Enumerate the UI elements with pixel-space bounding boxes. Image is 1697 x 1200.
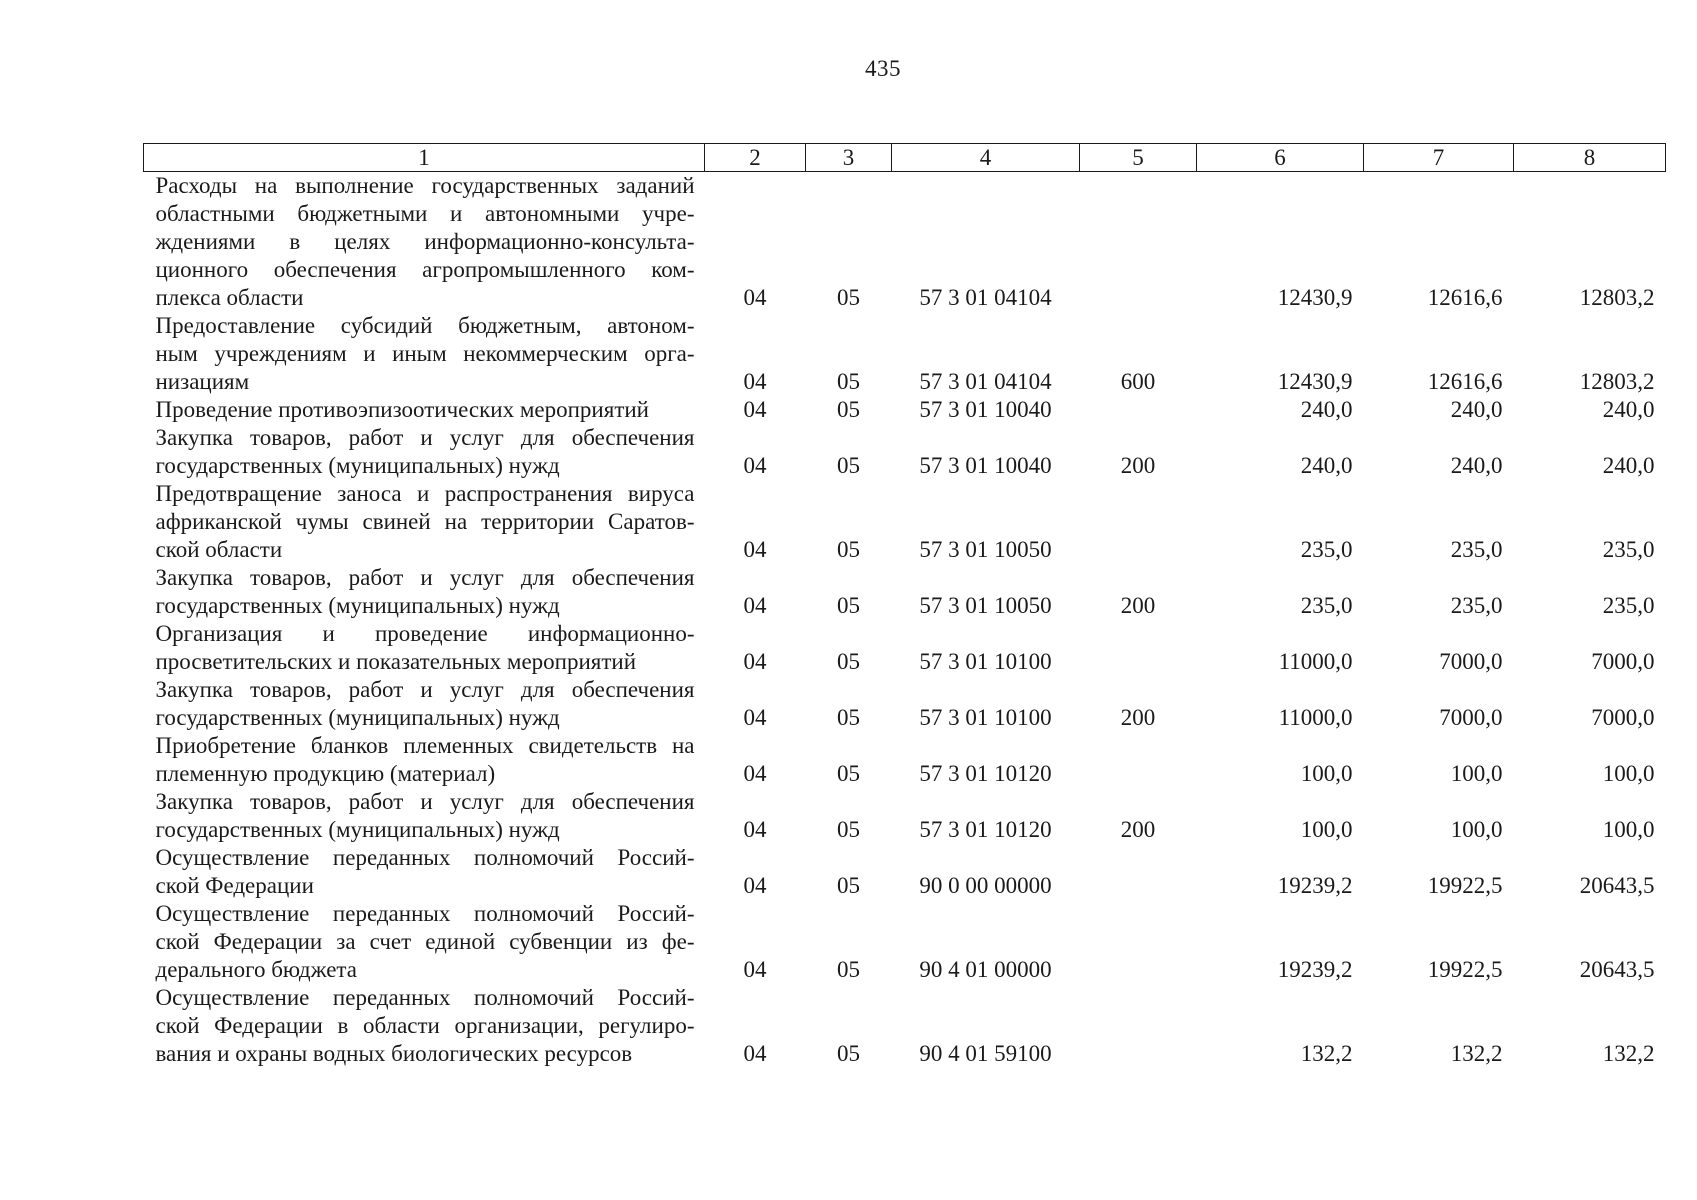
expense-name-line: Проведение противоэпизоотических мероприятий	[155, 397, 649, 422]
expense-name-line: ным учреждениям и иным некоммерческим орга-	[155, 341, 695, 366]
section-code: 04	[743, 593, 767, 618]
expense-name-line: племенную продукцию (материал)	[155, 761, 496, 786]
expense-name	[144, 480, 705, 564]
expense-name-line: Предотвращение заноса и распространения вируса	[155, 481, 695, 506]
expense-name-line: плекса области	[155, 285, 304, 310]
table-row	[144, 984, 1666, 1068]
section-code: 04	[743, 817, 767, 842]
subsection-code: 05	[837, 285, 860, 310]
target-article-code: 90 0 00 00000	[919, 873, 1052, 898]
expense-name-line: африканской чумы свиней на территории Саратов-	[155, 509, 695, 534]
section-code: 04	[743, 873, 767, 898]
section-code: 04	[743, 285, 767, 310]
expense-type-code	[1080, 984, 1197, 1068]
amount-col-7: 12616,6	[1427, 369, 1503, 394]
header-col-5: 5	[1080, 144, 1197, 172]
expense-type-code: 200	[1120, 705, 1156, 730]
subsection-code: 05	[837, 1041, 860, 1066]
expense-name-line: областными бюджетными и автономными учре-	[155, 201, 695, 226]
budget-table	[143, 143, 1666, 1068]
amount-col-6: 12430,9	[1277, 369, 1353, 394]
table-row	[144, 844, 1666, 900]
subsection-code: 05	[837, 453, 860, 478]
target-article-code: 90 4 01 00000	[919, 957, 1052, 982]
expense-name-line: Осуществление переданных полномочий Россий-	[155, 901, 695, 926]
expense-name	[144, 172, 705, 313]
amount-col-8: 235,0	[1602, 593, 1655, 618]
table-body	[144, 172, 1666, 1069]
amount-col-6: 235,0	[1300, 593, 1353, 618]
expense-name-line: ской области	[155, 537, 283, 562]
amount-col-8: 12803,2	[1579, 369, 1655, 394]
amount-col-7: 100,0	[1450, 817, 1503, 842]
table-row	[144, 732, 1666, 788]
section-code: 04	[743, 537, 767, 562]
amount-col-7: 100,0	[1450, 761, 1503, 786]
expense-name-line: Организация и проведение информационно-	[155, 621, 695, 646]
expense-type-code	[1080, 732, 1197, 788]
subsection-code: 05	[837, 649, 860, 674]
header-col-2: 2	[705, 144, 806, 172]
amount-col-8: 7000,0	[1591, 705, 1655, 730]
amount-col-6: 11000,0	[1278, 649, 1353, 674]
table-row	[144, 676, 1666, 732]
header-col-6: 6	[1197, 144, 1364, 172]
section-code: 04	[743, 649, 767, 674]
expense-type-code	[1080, 480, 1197, 564]
amount-col-7: 235,0	[1450, 537, 1503, 562]
expense-name-line: Закупка товаров, работ и услуг для обеспечения	[155, 789, 695, 814]
expense-name-line: государственных (муниципальных) нужд	[155, 817, 560, 842]
expense-name-line: Закупка товаров, работ и услуг для обеспечения	[155, 677, 695, 702]
expense-name-line: Приобретение бланков племенных свидетельств на	[155, 733, 695, 758]
amount-col-6: 19239,2	[1277, 873, 1353, 898]
section-code: 04	[743, 705, 767, 730]
amount-col-6: 240,0	[1300, 453, 1353, 478]
section-code: 04	[743, 957, 767, 982]
amount-col-6: 12430,9	[1277, 285, 1353, 310]
expense-name-line: вания и охраны водных биологических ресурсов	[155, 1041, 633, 1066]
table-row	[144, 312, 1666, 396]
expense-name	[144, 844, 705, 900]
header-col-1: 1	[144, 144, 705, 172]
amount-col-6: 132,2	[1300, 1041, 1353, 1066]
section-code: 04	[743, 397, 767, 422]
subsection-code: 05	[837, 761, 860, 786]
expense-type-code: 200	[1120, 817, 1156, 842]
header-col-7: 7	[1364, 144, 1514, 172]
table-row	[144, 396, 1666, 424]
amount-col-8: 100,0	[1602, 761, 1655, 786]
target-article-code: 57 3 01 10100	[919, 705, 1052, 730]
expense-name-line: государственных (муниципальных) нужд	[155, 593, 560, 618]
amount-col-8: 100,0	[1602, 817, 1655, 842]
subsection-code: 05	[837, 369, 860, 394]
amount-col-6: 100,0	[1300, 817, 1353, 842]
expense-name	[144, 984, 705, 1068]
header-col-3: 3	[806, 144, 892, 172]
amount-col-7: 19922,5	[1427, 957, 1503, 982]
table-row	[144, 564, 1666, 620]
expense-type-code	[1080, 844, 1197, 900]
amount-col-8: 20643,5	[1579, 957, 1655, 982]
expense-name	[144, 788, 705, 844]
expense-type-code: 600	[1120, 369, 1156, 394]
table-row	[144, 900, 1666, 984]
target-article-code: 90 4 01 59100	[919, 1041, 1052, 1066]
target-article-code: 57 3 01 10120	[919, 817, 1052, 842]
expense-name	[144, 620, 705, 676]
page-number: 435	[865, 56, 901, 81]
expense-type-code	[1080, 396, 1197, 424]
expense-name	[144, 900, 705, 984]
amount-col-8: 240,0	[1602, 397, 1655, 422]
expense-name-line: ской Федерации	[155, 873, 314, 898]
expense-name-line: ской Федерации в области организации, регулиро-	[155, 1013, 695, 1038]
target-article-code: 57 3 01 04104	[919, 369, 1052, 394]
subsection-code: 05	[837, 705, 860, 730]
expense-type-code: 200	[1120, 453, 1156, 478]
expense-name-line: низациям	[155, 369, 250, 394]
amount-col-8: 12803,2	[1579, 285, 1655, 310]
amount-col-7: 12616,6	[1427, 285, 1503, 310]
amount-col-6: 19239,2	[1277, 957, 1353, 982]
subsection-code: 05	[837, 873, 860, 898]
table-row	[144, 620, 1666, 676]
expense-name-line: Осуществление переданных полномочий Россий-	[155, 985, 695, 1010]
expense-name-line: государственных (муниципальных) нужд	[155, 453, 560, 478]
header-row	[144, 144, 1666, 172]
expense-name-line: государственных (муниципальных) нужд	[155, 705, 560, 730]
amount-col-8: 235,0	[1602, 537, 1655, 562]
expense-name	[144, 424, 705, 480]
table-row	[144, 172, 1666, 313]
section-code: 04	[743, 1041, 767, 1066]
amount-col-7: 7000,0	[1439, 705, 1503, 730]
subsection-code: 05	[837, 537, 860, 562]
amount-col-7: 7000,0	[1439, 649, 1503, 674]
table-row	[144, 424, 1666, 480]
amount-col-6: 240,0	[1300, 397, 1353, 422]
expense-name-line: Осуществление переданных полномочий Россий-	[155, 845, 695, 870]
target-article-code: 57 3 01 04104	[919, 285, 1052, 310]
expense-name-line: ской Федерации за счет единой субвенции из фе-	[155, 929, 695, 954]
expense-name	[144, 564, 705, 620]
subsection-code: 05	[837, 397, 860, 422]
subsection-code: 05	[837, 817, 860, 842]
expense-name	[144, 676, 705, 732]
section-code: 04	[743, 761, 767, 786]
expense-name	[144, 312, 705, 396]
header-col-4: 4	[892, 144, 1080, 172]
target-article-code: 57 3 01 10050	[919, 593, 1052, 618]
expense-type-code	[1080, 620, 1197, 676]
expense-name-line: ждениями в целях информационно-консульта-	[155, 229, 695, 254]
amount-col-7: 240,0	[1450, 453, 1503, 478]
expense-name-line: Закупка товаров, работ и услуг для обеспечения	[155, 425, 695, 450]
amount-col-6: 235,0	[1300, 537, 1353, 562]
amount-col-8: 7000,0	[1591, 649, 1655, 674]
target-article-code: 57 3 01 10040	[919, 453, 1052, 478]
expense-type-code	[1080, 900, 1197, 984]
subsection-code: 05	[837, 593, 860, 618]
expense-name	[144, 732, 705, 788]
amount-col-8: 20643,5	[1579, 873, 1655, 898]
amount-col-7: 240,0	[1450, 397, 1503, 422]
amount-col-7: 235,0	[1450, 593, 1503, 618]
expense-type-code	[1080, 172, 1197, 313]
expense-name	[144, 396, 705, 424]
amount-col-6: 11000,0	[1278, 705, 1353, 730]
amount-col-7: 19922,5	[1427, 873, 1503, 898]
amount-col-8: 240,0	[1602, 453, 1655, 478]
table-row	[144, 788, 1666, 844]
expense-name-line: просветительских и показательных мероприятий	[155, 649, 637, 674]
amount-col-7: 132,2	[1450, 1041, 1503, 1066]
table-row	[144, 480, 1666, 564]
amount-col-6: 100,0	[1300, 761, 1353, 786]
target-article-code: 57 3 01 10040	[919, 397, 1052, 422]
expense-type-code: 200	[1120, 593, 1156, 618]
section-code: 04	[743, 369, 767, 394]
subsection-code: 05	[837, 957, 860, 982]
target-article-code: 57 3 01 10120	[919, 761, 1052, 786]
expense-name-line: Расходы на выполнение государственных заданий	[155, 173, 695, 198]
expense-name-line: Предоставление субсидий бюджетным, автоном-	[155, 313, 695, 338]
target-article-code: 57 3 01 10100	[919, 649, 1052, 674]
header-col-8: 8	[1514, 144, 1666, 172]
expense-name-line: Закупка товаров, работ и услуг для обеспечения	[155, 565, 695, 590]
section-code: 04	[743, 453, 767, 478]
target-article-code: 57 3 01 10050	[919, 537, 1052, 562]
expense-name-line: ционного обеспечения агропромышленного ком-	[155, 257, 695, 282]
amount-col-8: 132,2	[1602, 1041, 1655, 1066]
expense-name-line: дерального бюджета	[155, 957, 357, 982]
table-header	[144, 144, 1666, 172]
